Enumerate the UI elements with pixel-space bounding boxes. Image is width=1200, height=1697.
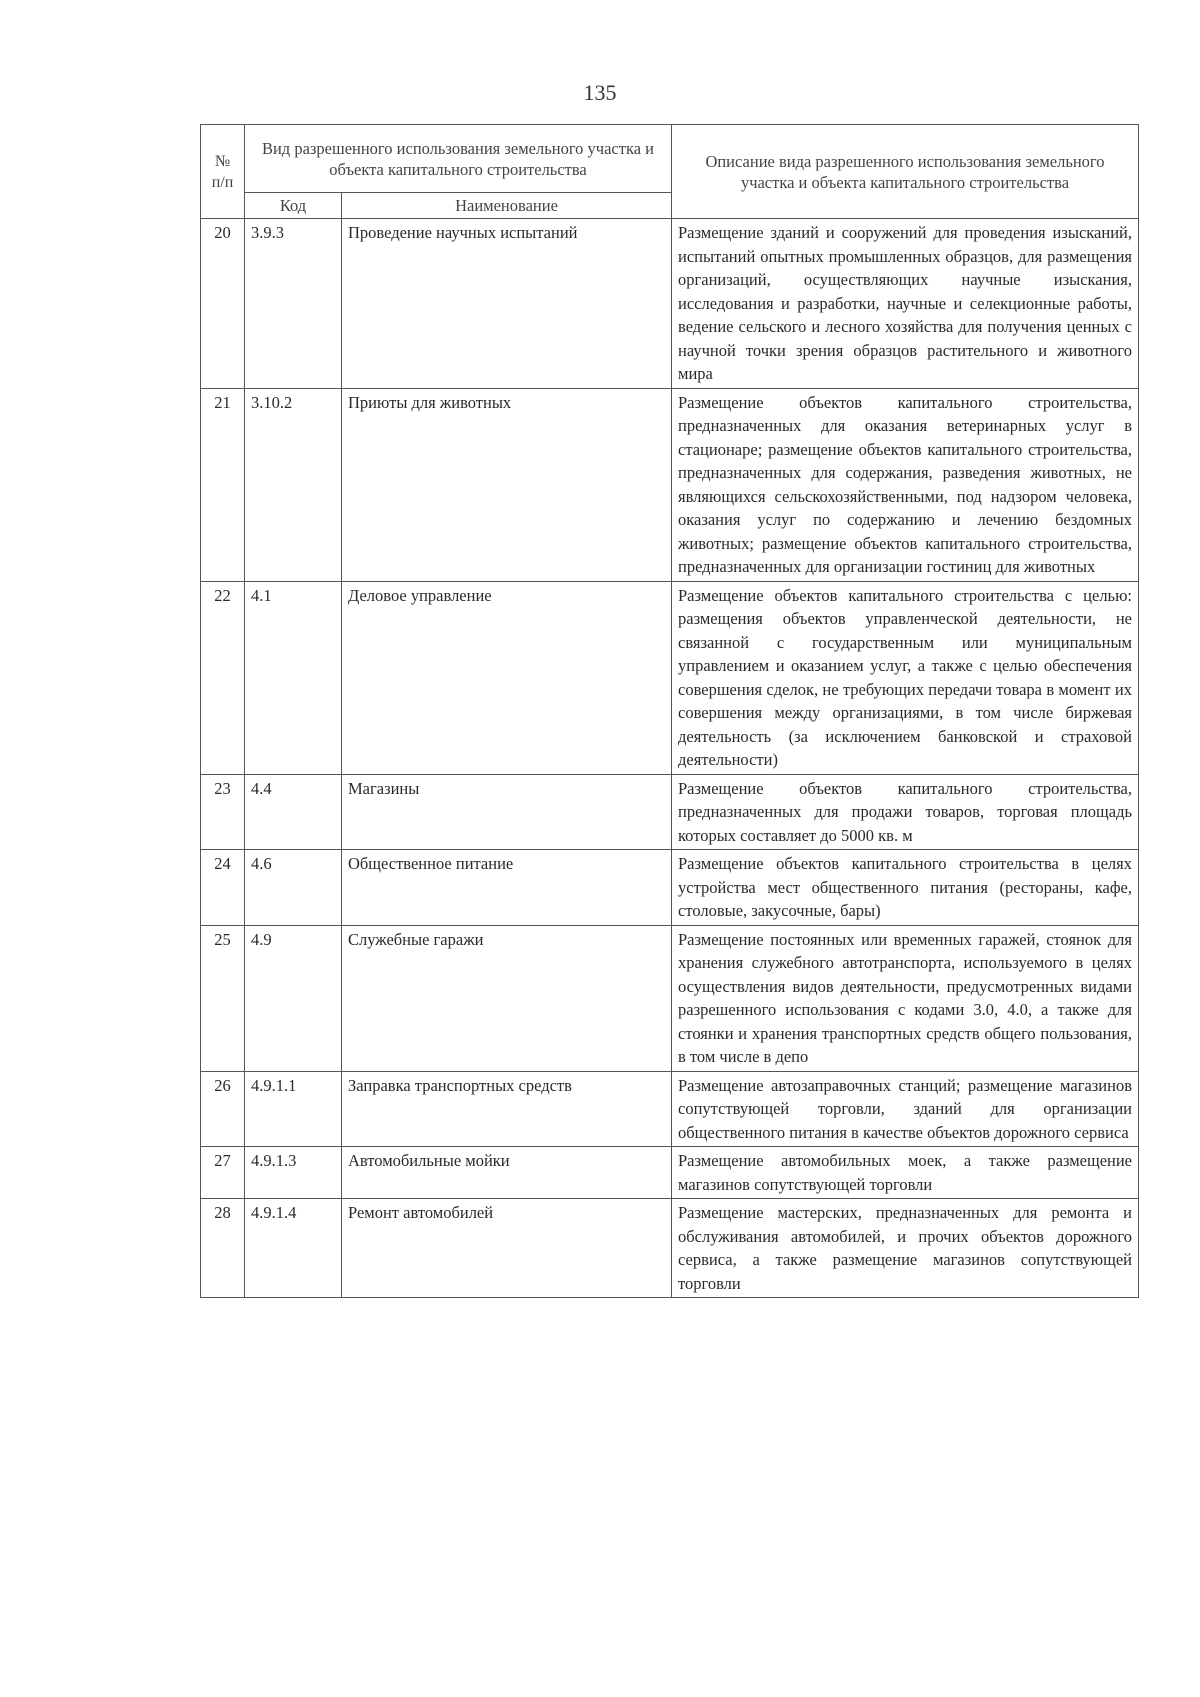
table-row [201,850,1139,926]
use-description-cell: Размещение объектов капитального строительства в целях устройства мест общественного питания (рестораны, кафе, столовые, закусочные, бары) [672,850,1139,926]
use-name-cell: Магазины [342,774,672,850]
table-row [201,581,1139,774]
use-name-cell: Ремонт автомобилей [342,1199,672,1298]
use-name-cell: Проведение научных испытаний [342,219,672,389]
use-code-cell: 4.1 [245,581,342,774]
use-name-cell: Служебные гаражи [342,925,672,1071]
table-row [201,388,1139,581]
row-number-cell: 20 [201,219,245,389]
row-number-cell: 27 [201,1147,245,1199]
header-name: Наименование [342,193,672,219]
row-number-cell: 28 [201,1199,245,1298]
use-description-cell: Размещение автомобильных моек, а также размещение магазинов сопутствующей торговли [672,1147,1139,1199]
use-name-cell: Общественное питание [342,850,672,926]
row-number-cell: 21 [201,388,245,581]
use-code-cell: 3.9.3 [245,219,342,389]
table-row [201,774,1139,850]
row-number-cell: 23 [201,774,245,850]
header-code: Код [245,193,342,219]
use-code-cell: 4.6 [245,850,342,926]
use-description-cell: Размещение объектов капитального строительства, предназначенных для оказания ветеринарных услуг в стационаре; размещение объектов капитального строительства, предназначенных для содержания, разведения животных, не являющихся сельскохозяйственными, под надзором человека, оказания услуг по содержанию и лечению бездомных животных; размещение объектов капитального строительства, предназначенных для организации гостиниц для животных [672,388,1139,581]
use-description-cell: Размещение автозаправочных станций; размещение магазинов сопутствующей торговли, зданий для организации общественного питания в качестве объектов дорожного сервиса [672,1071,1139,1147]
use-name-cell: Заправка транспортных средств [342,1071,672,1147]
row-number-cell: 22 [201,581,245,774]
table-row [201,1147,1139,1199]
table-row [201,925,1139,1071]
use-description-cell: Размещение объектов капитального строительства, предназначенных для продажи товаров, торговая площадь которых составляет до 5000 кв. м [672,774,1139,850]
use-code-cell: 4.4 [245,774,342,850]
header-use-kind-group: Вид разрешенного использования земельного участка и объекта капитального строительства [245,125,672,193]
use-code-cell: 4.9.1.3 [245,1147,342,1199]
row-number-cell: 24 [201,850,245,926]
use-code-cell: 3.10.2 [245,388,342,581]
use-code-cell: 4.9.1.1 [245,1071,342,1147]
use-description-cell: Размещение объектов капитального строительства с целью: размещения объектов управленческой деятельности, не связанной с государственным или муниципальным управлением и оказанием услуг, а также с целью обеспечения совершения сделок, не требующих передачи товара в момент их совершения между организациями, в том числе биржевая деятельность (за исключением банковской и страховой деятельности) [672,581,1139,774]
use-description-cell: Размещение мастерских, предназначенных для ремонта и обслуживания автомобилей, и прочих объектов дорожного сервиса, а также размещение магазинов сопутствующей торговли [672,1199,1139,1298]
table-row [201,1071,1139,1147]
use-name-cell: Приюты для животных [342,388,672,581]
land-use-table [200,124,1139,1298]
use-name-cell: Деловое управление [342,581,672,774]
row-number-cell: 25 [201,925,245,1071]
page-number: 135 [583,80,617,105]
use-description-cell: Размещение постоянных или временных гаражей, стоянок для хранения служебного автотранспорта, используемого в целях осуществления видов деятельности, предусмотренных видами разрешенного использования с кодами 3.0, 4.0, а также для стоянки и хранения транспортных средств общего пользования, в том числе в депо [672,925,1139,1071]
row-number-cell: 26 [201,1071,245,1147]
use-description-cell: Размещение зданий и сооружений для проведения изысканий, испытаний опытных промышленных образцов, для размещения организаций, осуществляющих научные изыскания, исследования и разработки, научные и селекционные работы, ведение сельского и лесного хозяйства для получения ценных с научной точки зрения образцов растительного и животного мира [672,219,1139,389]
table-row [201,1199,1139,1298]
use-code-cell: 4.9 [245,925,342,1071]
header-description: Описание вида разрешенного использования земельного участка и объекта капитального строительства [672,125,1139,219]
use-name-cell: Автомобильные мойки [342,1147,672,1199]
table-row [201,219,1139,389]
use-code-cell: 4.9.1.4 [245,1199,342,1298]
header-row-number: № п/п [201,125,245,219]
